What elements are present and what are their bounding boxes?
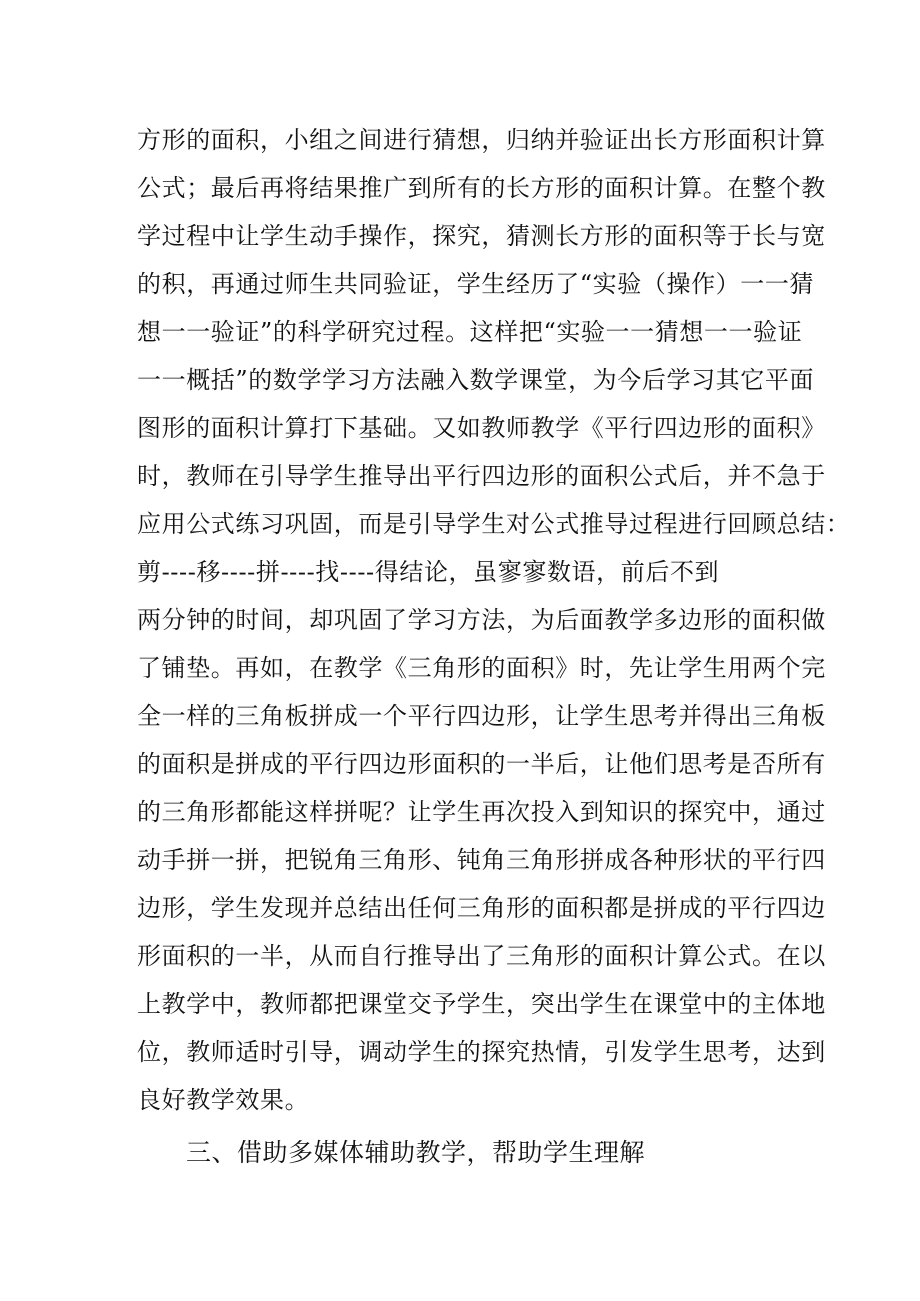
paragraph-line: 了铺垫。再如，在教学《三角形的面积》时，先让学生用两个完 xyxy=(137,654,826,682)
section-heading: 三、借助多媒体辅助教学，帮助学生理解 xyxy=(186,1138,646,1167)
paragraph-line: 时，教师在引导学生推导出平行四边形的面积公式后，并不急于 xyxy=(137,462,826,490)
paragraph-line: 公式；最后再将结果推广到所有的长方形的面积计算。在整个教 xyxy=(137,174,826,202)
paragraph-line: 的面积是拼成的平行四边形面积的一半后，让他们思考是否所有 xyxy=(137,750,826,778)
paragraph-line: 应用公式练习巩固，而是引导学生对公式推导过程进行回顾总结： xyxy=(137,510,851,538)
paragraph-line: 方形的面积，小组之间进行猜想，归纳并验证出长方形面积计算 xyxy=(137,126,826,154)
paragraph-line: 动手拼一拼，把锐角三角形、钝角三角形拼成各种形状的平行四 xyxy=(137,846,826,874)
paragraph-line: 形面积的一半，从而自行推导出了三角形的面积计算公式。在以 xyxy=(137,942,826,970)
paragraph-line: 学过程中让学生动手操作，探究，猜测长方形的面积等于长与宽 xyxy=(137,222,826,250)
paragraph-line: 的积，再通过师生共同验证，学生经历了“实验（操作）一一猜 xyxy=(137,270,815,298)
paragraph-line: 全一样的三角板拼成一个平行四边形，让学生思考并得出三角板 xyxy=(137,702,826,730)
paragraph-line: 两分钟的时间，却巩固了学习方法，为后面教学多边形的面积做 xyxy=(137,606,826,634)
paragraph-line: 良好教学效果。 xyxy=(137,1086,310,1114)
paragraph-line: 图形的面积计算打下基础。又如教师教学《平行四边形的面积》 xyxy=(137,414,826,442)
paragraph-line: 边形，学生发现并总结出任何三角形的面积都是拼成的平行四边 xyxy=(137,894,826,922)
paragraph-line: 的三角形都能这样拼呢？让学生再次投入到知识的探究中，通过 xyxy=(137,798,826,826)
paragraph-line: 一一概括”的数学学习方法融入数学课堂，为今后学习其它平面 xyxy=(137,366,815,394)
paragraph-line: 剪----移----拼----找----得结论，虽寥寥数语，前后不到 xyxy=(137,558,720,586)
paragraph-line: 上教学中，教师都把课堂交予学生，突出学生在课堂中的主体地 xyxy=(137,990,826,1018)
paragraph-line: 想一一验证”的科学研究过程。这样把“实验一一猜想一一验证 xyxy=(137,318,803,346)
paragraph-line: 位，教师适时引导，调动学生的探究热情，引发学生思考，达到 xyxy=(137,1038,826,1066)
